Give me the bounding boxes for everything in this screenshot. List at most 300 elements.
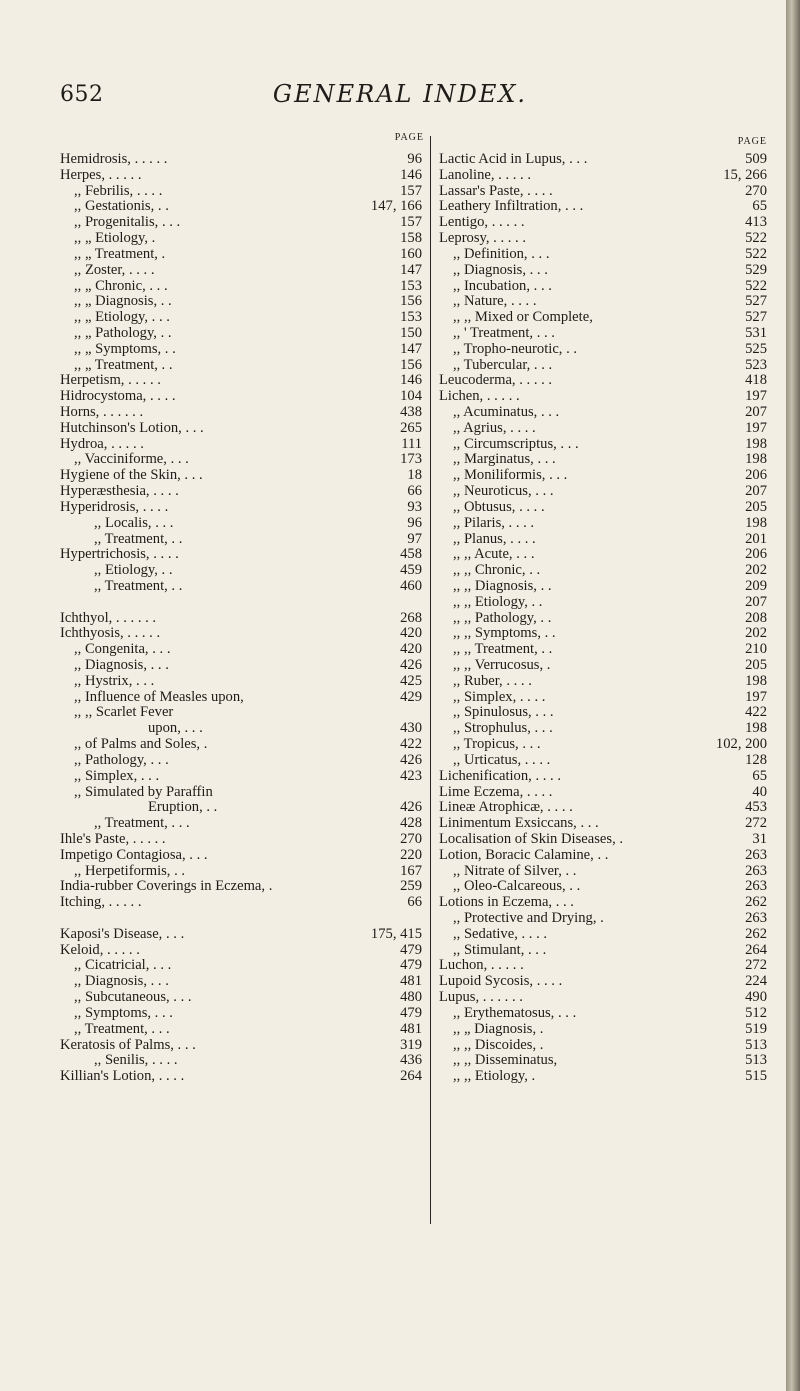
index-page-ref: 418 (745, 372, 767, 389)
index-page-ref: 519 (745, 1020, 767, 1037)
index-page-ref: 206 (745, 467, 767, 484)
index-page-ref: 210 (745, 641, 767, 658)
index-page-ref: 153 (400, 309, 422, 326)
index-page-ref: 262 (745, 894, 767, 911)
index-entry (60, 690, 430, 706)
index-entry (60, 1038, 430, 1054)
index-term: Eruption, . . (148, 799, 218, 816)
index-term: Localisation of Skin Diseases, . (439, 830, 624, 847)
index-page-ref: 422 (400, 736, 422, 753)
section-gap (60, 595, 430, 611)
index-entry (60, 547, 430, 563)
index-term: Hydroa, . . . . . (60, 435, 144, 452)
index-page-ref: 198 (745, 451, 767, 468)
index-term: Lotion, Boracic Calamine, . . (439, 846, 609, 863)
index-entry (60, 721, 430, 737)
index-term: ,, Etiology, . . (94, 562, 173, 579)
index-term: ,, Localis, . . . (94, 514, 174, 531)
index-page-ref: 265 (400, 419, 422, 436)
index-entry (439, 1022, 775, 1038)
index-term: ,, ,, Etiology, . (453, 1068, 536, 1085)
index-page-ref: 479 (400, 1004, 422, 1021)
index-term: ,, Nature, . . . . (453, 293, 537, 310)
index-entry (439, 405, 775, 421)
index-term: ,, „ Treatment, . (74, 245, 166, 262)
index-term: Impetigo Contagiosa, . . . (60, 846, 208, 863)
index-term: ,, „ Pathology, . . (74, 324, 172, 341)
index-entry (60, 215, 430, 231)
index-term: ,, Vacciniforme, . . . (74, 451, 189, 468)
index-term: Ihle's Paste, . . . . . (60, 830, 166, 847)
index-entry (60, 294, 430, 310)
index-page-ref: 522 (745, 230, 767, 247)
index-term: ,, Progenitalis, . . . (74, 214, 181, 231)
index-term: ,, ,, Scarlet Fever (74, 704, 174, 721)
index-entry (439, 658, 775, 674)
index-page-ref: 202 (745, 625, 767, 642)
index-page-ref: 198 (745, 514, 767, 531)
index-entry (60, 342, 430, 358)
index-page-ref: 111 (401, 435, 422, 452)
index-entry (60, 579, 430, 595)
index-entry (60, 563, 430, 579)
index-entry (439, 373, 775, 389)
index-term: ,, Sedative, . . . . (453, 925, 548, 942)
index-term: ,, of Palms and Soles, . (74, 736, 208, 753)
index-page-ref: 264 (400, 1068, 422, 1085)
index-term: ,, Incubation, . . . (453, 277, 552, 294)
index-page-ref: 66 (407, 894, 422, 911)
index-term: Linimentum Exsiccans, . . . (439, 815, 599, 832)
index-entry (60, 389, 430, 405)
index-page-ref: 523 (745, 356, 767, 373)
index-term: ,, Hystrix, . . . (74, 672, 155, 689)
index-entry (439, 895, 775, 911)
index-page-ref: 207 (745, 404, 767, 420)
index-term: ,, Senilis, . . . . (94, 1052, 178, 1069)
index-page-ref: 147 (400, 261, 422, 278)
index-page-ref: 522 (745, 277, 767, 294)
index-entry (439, 737, 775, 753)
index-entry (439, 389, 775, 405)
index-term: ,, Treatment, . . (94, 530, 183, 547)
index-entry (439, 310, 775, 326)
index-term: Lactic Acid in Lupus, . . . (439, 151, 588, 167)
index-page-ref: 438 (400, 404, 422, 420)
index-page-ref: 208 (745, 609, 767, 626)
index-entry (439, 864, 775, 880)
index-page-ref: 428 (400, 815, 422, 832)
index-page-ref: 167 (400, 862, 422, 879)
index-page-ref: 515 (745, 1068, 767, 1085)
index-entry (439, 547, 775, 563)
index-entry (60, 373, 430, 389)
index-term: ,, ,, Symptoms, . . (453, 625, 556, 642)
index-page-ref: 146 (400, 166, 422, 183)
index-term: ,, Treatment, . . . (94, 815, 190, 832)
index-term: Hutchinson's Lotion, . . . (60, 419, 204, 436)
index-term: ,, Febrilis, . . . . (74, 182, 163, 199)
index-page-ref: 198 (745, 672, 767, 689)
index-term: Hygiene of the Skin, . . . (60, 467, 203, 484)
index-term: ,, Cicatricial, . . . (74, 957, 172, 974)
index-page-ref: 263 (745, 846, 767, 863)
index-entry (60, 753, 430, 769)
index-term: ,, Pilaris, . . . . (453, 514, 535, 531)
index-term: ,, Circumscriptus, . . . (453, 435, 579, 452)
index-page-ref: 197 (745, 388, 767, 405)
index-entry (439, 832, 775, 848)
index-entry (60, 769, 430, 785)
index-page-ref: 453 (745, 799, 767, 816)
index-page-ref: 40 (752, 783, 767, 800)
index-page-ref: 66 (407, 483, 422, 500)
page-column-header: PAGE (737, 136, 767, 147)
index-term: ,, Agrius, . . . . (453, 419, 536, 436)
index-entry (60, 943, 430, 959)
index-page-ref: 65 (752, 198, 767, 215)
index-entry (439, 247, 775, 263)
index-page-ref: 429 (400, 688, 422, 705)
index-entry (60, 848, 430, 864)
index-page-ref: 263 (745, 910, 767, 926)
index-term: ,, Treatment, . . . (74, 1020, 170, 1037)
index-entry (60, 484, 430, 500)
index-term: ,, ,, Diagnosis, . . (453, 577, 552, 594)
index-term: Hyperidrosis, . . . . (60, 498, 169, 515)
index-page-ref: 173 (400, 451, 422, 468)
index-page-ref: 522 (745, 245, 767, 262)
index-term: ,, Pathology, . . . (74, 751, 169, 768)
index-page-ref: 525 (745, 340, 767, 357)
index-page-ref: 481 (400, 973, 422, 990)
index-term: Leathery Infiltration, . . . (439, 198, 584, 215)
index-page-ref: 529 (745, 261, 767, 278)
index-page-ref: 198 (745, 435, 767, 452)
index-page-ref: 157 (400, 214, 422, 231)
index-term: ,, Strophulus, . . . (453, 720, 553, 737)
index-entry (60, 532, 430, 548)
index-entry (439, 231, 775, 247)
index-entry (60, 247, 430, 263)
index-term: India-rubber Coverings in Eczema, . (60, 878, 273, 895)
index-term: ,, ,, Etiology, . . (453, 593, 543, 610)
index-term: ,, Oleo-Calcareous, . . (453, 878, 581, 895)
index-entry (60, 500, 430, 516)
index-entry (439, 626, 775, 642)
index-page-ref: 153 (400, 277, 422, 294)
index-entry (439, 342, 775, 358)
index-page-ref: 224 (745, 973, 767, 990)
index-term: ,, Subcutaneous, . . . (74, 989, 192, 1006)
index-term: ,, ,, Pathology, . . (453, 609, 552, 626)
index-entry (60, 310, 430, 326)
index-term: ,, Marginatus, . . . (453, 451, 556, 468)
index-term: Lassar's Paste, . . . . (439, 182, 553, 199)
index-page-ref: 220 (400, 846, 422, 863)
index-term: Ichthyol, . . . . . . (60, 609, 157, 626)
index-page-ref: 509 (745, 151, 767, 167)
index-entry (60, 832, 430, 848)
index-term: ,, „ Etiology, . . . (74, 309, 170, 326)
index-entry (60, 279, 430, 295)
index-entry (439, 437, 775, 453)
index-page-ref: 436 (400, 1052, 422, 1069)
index-term: ,, Symptoms, . . . (74, 1004, 173, 1021)
index-term: ,, „ Chronic, . . . (74, 277, 168, 294)
page-column-header: PAGE (394, 132, 424, 143)
index-entry (439, 690, 775, 706)
index-page-ref: 65 (752, 767, 767, 784)
index-page-ref: 15, 266 (723, 166, 767, 183)
index-entry (439, 532, 775, 548)
index-entry (439, 168, 775, 184)
index-page-ref: 147, 166 (370, 198, 422, 215)
index-term: ,, Simplex, . . . (74, 767, 160, 784)
page-number: 652 (60, 82, 104, 107)
index-term: ,, Treatment, . . (94, 577, 183, 594)
index-term: ,, Spinulosus, . . . (453, 704, 554, 721)
index-entry (60, 864, 430, 880)
index-entry (439, 958, 775, 974)
index-page-ref: 102, 200 (715, 736, 767, 753)
index-entry (439, 721, 775, 737)
index-page-ref: 513 (745, 1052, 767, 1069)
page-title: GENERAL INDEX. (272, 80, 528, 108)
index-entry (60, 1022, 430, 1038)
index-term: ,, Urticatus, . . . . (453, 751, 551, 768)
index-page-ref: 527 (745, 309, 767, 326)
index-entry (60, 326, 430, 342)
index-term: upon, . . . (148, 720, 203, 737)
index-page-ref: 420 (400, 625, 422, 642)
index-page-ref: 512 (745, 1004, 767, 1021)
index-term: ,, Herpetiformis, . . (74, 862, 186, 879)
index-page-ref: 207 (745, 593, 767, 610)
index-term: ,, „ Diagnosis, . . (74, 293, 172, 310)
index-term: ,, Tropho-neurotic, . . (453, 340, 578, 357)
index-entry (439, 990, 775, 1006)
index-page-ref: 160 (400, 245, 422, 262)
index-term: ,, Acuminatus, . . . (453, 404, 560, 420)
index-term: ,, „ Symptoms, . . (74, 340, 176, 357)
index-page-ref: 263 (745, 862, 767, 879)
index-entry (60, 452, 430, 468)
index-page-ref: 479 (400, 941, 422, 958)
index-entry (439, 1006, 775, 1022)
index-term: Itching, . . . . . (60, 894, 142, 911)
index-term: Keratosis of Palms, . . . (60, 1036, 196, 1053)
index-term: Leucoderma, . . . . . (439, 372, 553, 389)
index-term: Keloid, . . . . . (60, 941, 140, 958)
index-page-ref: 422 (745, 704, 767, 721)
index-term: ,, „ Treatment, . . (74, 356, 173, 373)
index-entry (439, 800, 775, 816)
index-entry (439, 358, 775, 374)
index-entry (60, 705, 430, 721)
index-entry (60, 974, 430, 990)
index-term: ,, Diagnosis, . . . (74, 657, 169, 673)
index-page-ref: 175, 415 (370, 925, 422, 942)
index-page-ref: 426 (400, 751, 422, 768)
index-page-ref: 128 (745, 751, 767, 768)
index-page-ref: 319 (400, 1036, 422, 1053)
index-entry (439, 500, 775, 516)
index-page-ref: 18 (407, 467, 422, 484)
index-page-ref: 270 (745, 182, 767, 199)
index-entry (60, 437, 430, 453)
index-term: ,, ,, Acute, . . . (453, 546, 535, 563)
index-term: ,, Stimulant, . . . (453, 941, 547, 958)
index-term: ,, „ Diagnosis, . (453, 1020, 544, 1037)
index-entry (60, 674, 430, 690)
index-entry (439, 199, 775, 215)
index-entry (60, 421, 430, 437)
index-entry (60, 895, 430, 911)
index-entry (439, 848, 775, 864)
index-page-ref: 413 (745, 214, 767, 231)
index-entry (60, 800, 430, 816)
index-term: Lupoid Sycosis, . . . . (439, 973, 563, 990)
index-entry (439, 1038, 775, 1054)
index-entry (60, 231, 430, 247)
index-page-ref: 209 (745, 577, 767, 594)
index-term: ,, Zoster, . . . . (74, 261, 155, 278)
index-page-ref: 31 (752, 830, 767, 847)
index-page-ref: 262 (745, 925, 767, 942)
index-entry (439, 563, 775, 579)
index-column-left (60, 132, 430, 1085)
index-term: ,, Simulated by Paraffin (74, 783, 213, 800)
index-entry (60, 263, 430, 279)
index-term: Lichenification, . . . . (439, 767, 561, 784)
index-entry (439, 943, 775, 959)
index-column-right (439, 136, 775, 1085)
index-page-ref: 201 (745, 530, 767, 547)
index-page-ref: 263 (745, 878, 767, 895)
index-entry (60, 152, 430, 168)
index-entry (439, 753, 775, 769)
index-entry (60, 199, 430, 215)
index-term: ,, Erythematosus, . . . (453, 1004, 577, 1021)
index-term: ,, ,, Treatment, . . (453, 641, 553, 658)
index-term: ,, ,, Mixed or Complete, (453, 309, 593, 326)
index-page-ref: 150 (400, 324, 422, 341)
index-entry (60, 626, 430, 642)
index-term: Leprosy, . . . . . (439, 230, 527, 247)
index-entry (60, 611, 430, 627)
index-entry (439, 1053, 775, 1069)
index-term: Hypertrichosis, . . . . (60, 546, 179, 563)
index-page-ref: 205 (745, 657, 767, 673)
index-entry (439, 516, 775, 532)
index-page-ref: 198 (745, 720, 767, 737)
index-page-ref: 459 (400, 562, 422, 579)
index-page-ref: 272 (745, 815, 767, 832)
index-term: Hidrocystoma, . . . . (60, 388, 176, 405)
index-term: Herpetism, . . . . . (60, 372, 161, 389)
index-entry (439, 279, 775, 295)
index-page-ref: 202 (745, 562, 767, 579)
index-page-ref: 480 (400, 989, 422, 1006)
index-entry (60, 184, 430, 200)
index-term: ,, Diagnosis, . . . (74, 973, 169, 990)
index-term: ,, Obtusus, . . . . (453, 498, 545, 515)
index-entry (439, 1069, 775, 1085)
index-page-ref: 259 (400, 878, 422, 895)
index-entry (60, 879, 430, 895)
index-entry (60, 927, 430, 943)
index-page-ref: 156 (400, 356, 422, 373)
index-entry (60, 785, 430, 801)
index-entry (439, 705, 775, 721)
index-page-ref: 481 (400, 1020, 422, 1037)
index-term: ,, Influence of Measles upon, (74, 688, 244, 705)
index-page-ref: 430 (400, 720, 422, 737)
index-term: Hemidrosis, . . . . . (60, 151, 168, 167)
index-page-ref: 513 (745, 1036, 767, 1053)
index-entry (60, 958, 430, 974)
index-page-ref: 426 (400, 657, 422, 673)
index-entry (439, 595, 775, 611)
index-entry (439, 326, 775, 342)
index-entry (60, 1053, 430, 1069)
index-page-ref: 97 (407, 530, 422, 547)
index-term: ,, Protective and Drying, . (453, 910, 604, 926)
index-page-ref: 423 (400, 767, 422, 784)
index-entry (60, 358, 430, 374)
index-term: Killian's Lotion, . . . . (60, 1068, 185, 1085)
index-entry (439, 816, 775, 832)
index-term: Kaposi's Disease, . . . (60, 925, 185, 942)
index-term: ,, Neuroticus, . . . (453, 483, 554, 500)
index-entry (439, 421, 775, 437)
index-page-ref: 425 (400, 672, 422, 689)
index-entry (439, 184, 775, 200)
index-entry (60, 816, 430, 832)
index-entry (439, 674, 775, 690)
index-page-ref: 96 (407, 151, 422, 167)
index-page-ref: 490 (745, 989, 767, 1006)
index-page-ref: 197 (745, 688, 767, 705)
index-term: ,, Tubercular, . . . (453, 356, 553, 373)
index-term: Lime Eczema, . . . . (439, 783, 553, 800)
index-page-ref: 270 (400, 830, 422, 847)
index-entry (439, 468, 775, 484)
index-term: ,, ' Treatment, . . . (453, 324, 555, 341)
index-term: ,, Gestationis, . . (74, 198, 169, 215)
index-page-ref: 96 (407, 514, 422, 531)
index-term: ,, Moniliformis, . . . (453, 467, 568, 484)
index-entry (60, 1006, 430, 1022)
index-entry (60, 658, 430, 674)
index-term: ,, Simplex, . . . . (453, 688, 546, 705)
index-page-ref: 264 (745, 941, 767, 958)
index-entry (439, 642, 775, 658)
index-page-ref: 268 (400, 609, 422, 626)
index-page-ref: 460 (400, 577, 422, 594)
index-entry (439, 152, 775, 168)
index-page-ref: 479 (400, 957, 422, 974)
section-gap (60, 911, 430, 927)
index-page-ref: 458 (400, 546, 422, 563)
index-entry (439, 611, 775, 627)
index-page-ref: 531 (745, 324, 767, 341)
index-entry (60, 642, 430, 658)
index-entry (439, 294, 775, 310)
index-page-ref: 156 (400, 293, 422, 310)
index-page-ref: 157 (400, 182, 422, 199)
